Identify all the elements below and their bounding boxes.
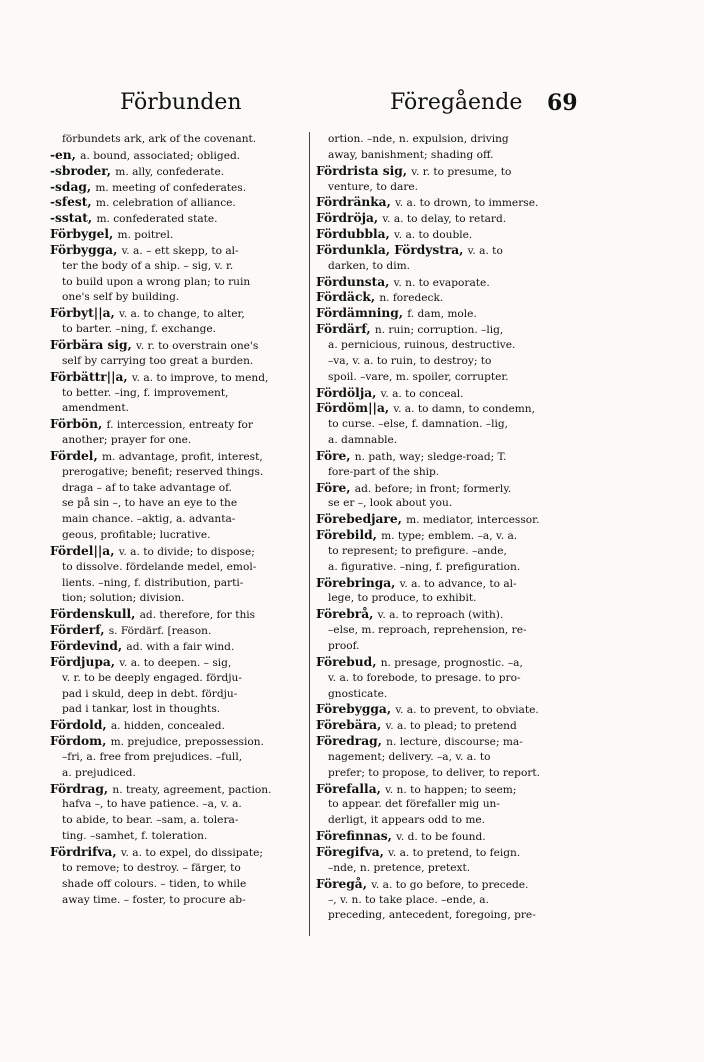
headword: Förebrå, xyxy=(316,607,378,622)
headword: Förbättr||a, xyxy=(50,369,132,384)
definition-text: v. a. to xyxy=(467,244,503,257)
entry-line xyxy=(50,797,310,813)
definition-text: away time. – foster, to procure ab- xyxy=(62,893,246,906)
entry-line xyxy=(316,465,578,481)
running-head-right: Föregående xyxy=(390,90,523,115)
definition-text: m. confederated state. xyxy=(96,213,218,226)
definition-text: a. prejudiced. xyxy=(62,766,136,779)
entry-line xyxy=(50,481,310,497)
headword: Fördrista sig, xyxy=(316,163,412,178)
definition-text: lients. –ning, f. distribution, parti- xyxy=(62,576,244,589)
entry-line xyxy=(50,148,310,164)
entry-line xyxy=(316,401,578,417)
headword: Förbyt||a, xyxy=(50,306,120,321)
headword: Fördäck, xyxy=(316,290,380,305)
definition-text: prerogative; benefit; reserved things. xyxy=(62,465,264,478)
definition-text: geous, profitable; lucrative. xyxy=(62,529,211,542)
definition-text: n. ruin; corruption. –lig, xyxy=(374,324,504,337)
headword: Fördel, xyxy=(50,448,102,463)
definition-text: v. r. to overstrain one's xyxy=(136,339,259,352)
entry-line xyxy=(50,322,310,338)
headword: Föregå, xyxy=(316,876,372,891)
entry-line xyxy=(316,687,578,703)
definition-text: v. a. to delay, to retard. xyxy=(382,213,507,226)
headword: Föredrag, xyxy=(316,734,387,749)
column-divider xyxy=(309,132,310,936)
definition-text: f. intercession, entreaty for xyxy=(106,419,253,432)
entry-line xyxy=(316,386,578,402)
headword: Förebedjare, xyxy=(316,512,407,527)
definition-text: to appear. det förefaller mig un- xyxy=(328,798,500,811)
entry-line xyxy=(316,243,578,259)
headword: Fördel||a, xyxy=(50,543,119,558)
definition-text: a. figurative. –ning, f. prefiguration. xyxy=(328,560,521,573)
definition-text: a. hidden, concealed. xyxy=(110,720,225,733)
entry-line xyxy=(316,829,578,845)
definition-text: n. foredeck. xyxy=(379,292,444,305)
entry-line xyxy=(316,322,578,338)
entry-line xyxy=(50,655,310,671)
definition-text: v. a. to damn, to condemn, xyxy=(393,403,535,416)
entry-line xyxy=(316,718,578,734)
definition-text: v. r. to be deeply engaged. fördju- xyxy=(62,671,242,684)
definition-text: proof. xyxy=(328,640,360,652)
definition-text: v. a. to plead; to pretend xyxy=(385,720,517,733)
headword: Fördröja, xyxy=(316,211,383,226)
headword: Fördom, xyxy=(50,734,111,749)
headword: Fördevind, xyxy=(50,639,127,653)
page-header xyxy=(60,90,580,124)
entry-line xyxy=(316,813,578,829)
definition-text: v. r. to presume, to xyxy=(411,165,512,178)
entry-line xyxy=(50,702,310,718)
entry-line xyxy=(50,829,310,845)
definition-text: to better. –ing, f. improvement, xyxy=(62,386,229,399)
headword: Förbära sig, xyxy=(50,337,137,352)
definition-text: main chance. –aktig, a. advanta- xyxy=(62,513,236,526)
entry-line xyxy=(316,607,578,623)
entry-line xyxy=(50,290,310,306)
entry-line xyxy=(316,845,578,861)
headword: -en, xyxy=(50,147,81,162)
entry-line xyxy=(50,877,310,893)
entry-line xyxy=(50,164,310,180)
definition-text: hafva –, to have patience. –a, v. a. xyxy=(62,798,242,811)
headword: Fördenskull, xyxy=(50,607,140,622)
definition-text: self by carrying too great a burden. xyxy=(62,354,254,367)
definition-text: v. a. to reproach (with). xyxy=(377,609,504,622)
entry-line xyxy=(50,623,310,639)
entry-line xyxy=(316,544,578,560)
definition-text: one's self by building. xyxy=(62,291,180,304)
entry-line xyxy=(316,306,578,322)
definition-text: amendment. xyxy=(62,402,129,415)
entry-line xyxy=(316,734,578,750)
entry-line xyxy=(50,195,310,211)
definition-text: lege, to produce, to exhibit. xyxy=(328,592,477,605)
definition-text: v. a. to conceal. xyxy=(380,387,464,400)
entry-line xyxy=(316,354,578,370)
entry-line xyxy=(50,591,310,607)
headword: Före, xyxy=(316,448,355,463)
entry-line xyxy=(316,702,578,718)
definition-text: v. a. to expel, do dissipate; xyxy=(120,846,263,859)
definition-text: f. dam, mole. xyxy=(407,308,477,321)
entry-line xyxy=(50,433,310,449)
entry-line xyxy=(50,718,310,734)
definition-text: fore-part of the ship. xyxy=(328,465,440,478)
definition-text: n. treaty, agreement, paction. xyxy=(112,783,272,796)
entry-line xyxy=(316,496,578,512)
definition-text: v. a. to prevent, to obviate. xyxy=(395,704,539,717)
entry-line xyxy=(50,813,310,829)
entry-line xyxy=(50,275,310,291)
definition-text: m. celebration of alliance. xyxy=(95,197,236,210)
headword: Förbygel, xyxy=(50,227,118,242)
headword: Fördunsta, xyxy=(316,274,394,289)
headword: -sdag, xyxy=(50,179,96,194)
headword: -sfest, xyxy=(50,195,96,210)
headword: Fördrifva, xyxy=(50,844,121,859)
headword: Fördold, xyxy=(50,718,111,733)
entry-line xyxy=(50,687,310,703)
headword: Fördränka, xyxy=(316,195,396,210)
definition-text: prefer; to propose, to deliver, to report. xyxy=(328,766,541,779)
entry-line xyxy=(50,671,310,687)
headword: Förefalla, xyxy=(316,781,386,796)
headword: Fördubbla, xyxy=(316,227,394,242)
definition-text: a. pernicious, ruinous, destructive. xyxy=(328,338,516,351)
entry-line xyxy=(50,132,310,148)
definition-text: to represent; to prefigure. –ande, xyxy=(328,544,507,557)
definition-text: –va, v. a. to ruin, to destroy; to xyxy=(328,354,492,367)
entry-line xyxy=(50,306,310,322)
definition-text: förbundets ark, ark of the covenant. xyxy=(62,133,257,145)
headword: Fördämning, xyxy=(316,306,408,321)
right-column xyxy=(316,132,578,924)
entry-line xyxy=(316,290,578,306)
definition-text: darken, to dim. xyxy=(328,259,410,272)
headword: Förebringa, xyxy=(316,575,400,590)
definition-text: v. a. to pretend, to feign. xyxy=(388,846,521,859)
entry-line xyxy=(316,132,578,148)
headword: Förebära, xyxy=(316,718,386,733)
definition-text: gnosticate. xyxy=(328,687,388,700)
definition-text: pad i skuld, deep in debt. fördju- xyxy=(62,687,238,700)
entry-line xyxy=(316,259,578,275)
headword: Förebud, xyxy=(316,654,381,669)
entry-line xyxy=(316,766,578,782)
headword: -sstat, xyxy=(50,211,97,226)
entry-line xyxy=(316,623,578,639)
entry-line xyxy=(50,639,310,655)
entry-line xyxy=(50,750,310,766)
definition-text: v. a. to improve, to mend, xyxy=(131,371,269,384)
headword: Förbygga, xyxy=(50,242,122,257)
definition-text: m. type; emblem. –a, v. a. xyxy=(381,530,518,543)
headword: Fördjupa, xyxy=(50,654,120,669)
entry-line xyxy=(316,211,578,227)
entry-line xyxy=(316,750,578,766)
definition-text: m. mediator, intercessor. xyxy=(406,514,540,527)
definition-text: ting. –samhet, f. toleration. xyxy=(62,830,208,843)
definition-text: –else, m. reproach, reprehension, re- xyxy=(328,624,527,637)
definition-text: n. path, way; sledge-road; T. xyxy=(354,450,507,463)
definition-text: ortion. –nde, n. expulsion, driving xyxy=(328,133,509,145)
definition-text: to dissolve. fördelande medel, emol- xyxy=(62,560,257,573)
definition-text: m. advantage, profit, interest, xyxy=(101,450,263,463)
definition-text: a. bound, associated; obliged. xyxy=(80,149,241,162)
entry-line xyxy=(316,481,578,497)
definition-text: m. ally, confederate. xyxy=(115,165,225,178)
entry-line xyxy=(316,275,578,291)
definition-text: ad. with a fair wind. xyxy=(126,641,235,653)
definition-text: v. a. to go before, to precede. xyxy=(371,878,529,891)
headword: -sbroder, xyxy=(50,163,116,178)
entry-line xyxy=(316,370,578,386)
definition-text: –fri, a. free from prejudices. –full, xyxy=(62,750,243,763)
definition-text: v. a. to divide; to dispose; xyxy=(118,545,255,558)
definition-text: v. a. to advance, to al- xyxy=(399,577,517,590)
entry-line xyxy=(50,845,310,861)
definition-text: v. a. to forebode, to presage. to pro- xyxy=(328,671,521,684)
entry-line xyxy=(316,782,578,798)
definition-text: preceding, antecedent, foregoing, pre- xyxy=(328,909,536,922)
definition-text: shade off colours. – tiden, to while xyxy=(62,877,247,890)
headword: Förderf, xyxy=(50,623,109,638)
entry-line xyxy=(316,797,578,813)
definition-text: away, banishment; shading off. xyxy=(328,148,494,161)
page-number: 69 xyxy=(547,90,578,116)
entry-line xyxy=(50,338,310,354)
definition-text: m. poitrel. xyxy=(117,229,174,242)
definition-text: nagement; delivery. –a, v. a. to xyxy=(328,750,491,763)
entry-line xyxy=(50,782,310,798)
definition-text: n. lecture, discourse; ma- xyxy=(386,736,523,749)
definition-text: m. meeting of confederates. xyxy=(95,181,247,194)
entry-line xyxy=(316,512,578,528)
entry-line xyxy=(50,512,310,528)
entry-line xyxy=(50,734,310,750)
definition-text: v. d. to be found. xyxy=(396,831,486,844)
entry-line xyxy=(316,576,578,592)
definition-text: –, v. n. to take place. –ende, a. xyxy=(328,893,489,906)
headword: Före, xyxy=(316,480,355,495)
running-head-left: Förbunden xyxy=(120,90,242,115)
entry-line xyxy=(316,148,578,164)
entry-line xyxy=(50,243,310,259)
definition-text: to remove; to destroy. – färger, to xyxy=(62,861,241,874)
definition-text: ad. therefore, for this xyxy=(139,609,256,622)
definition-text: v. a. to double. xyxy=(393,229,473,242)
entry-line xyxy=(50,893,310,909)
headword: Föregifva, xyxy=(316,844,389,859)
definition-text: v. a. to deepen. – sig, xyxy=(119,656,232,669)
entry-line xyxy=(50,560,310,576)
entry-line xyxy=(316,861,578,877)
entry-line xyxy=(50,401,310,417)
definition-text: m. prejudice, prepossession. xyxy=(110,736,264,749)
definition-text: to build upon a wrong plan; to ruin xyxy=(62,275,251,288)
definition-text: another; prayer for one. xyxy=(62,434,192,447)
entry-line xyxy=(50,417,310,433)
entry-line xyxy=(316,195,578,211)
definition-text: tion; solution; division. xyxy=(62,592,185,605)
entry-line xyxy=(316,338,578,354)
definition-text: ad. before; in front; formerly. xyxy=(354,482,512,495)
entry-line xyxy=(316,591,578,607)
definition-text: se er –, look about you. xyxy=(328,497,453,510)
definition-text: draga – af to take advantage of. xyxy=(62,481,233,494)
definition-text: v. n. to evaporate. xyxy=(393,276,490,289)
headword: Fördrag, xyxy=(50,781,113,796)
entry-line xyxy=(316,417,578,433)
entry-line xyxy=(316,227,578,243)
entry-line xyxy=(316,893,578,909)
entry-line xyxy=(50,386,310,402)
entry-line xyxy=(50,607,310,623)
definition-text: n. presage, prognostic. –a, xyxy=(380,656,523,669)
entry-line xyxy=(316,528,578,544)
definition-text: to abide, to bear. –sam, a. tolera- xyxy=(62,814,239,827)
entry-line xyxy=(50,576,310,592)
entry-line xyxy=(50,354,310,370)
entry-line xyxy=(316,560,578,576)
definition-text: spoil. –vare, m. spoiler, corrupter. xyxy=(328,370,509,383)
headword: Fördölja, xyxy=(316,385,381,400)
definition-text: derligt, it appears odd to me. xyxy=(328,814,486,827)
definition-text: to curse. –else, f. damnation. –lig, xyxy=(328,418,509,431)
entry-line xyxy=(316,671,578,687)
definition-text: se på sin –, to have an eye to the xyxy=(62,497,238,510)
headword: Fördunkla, Fördystra, xyxy=(316,242,468,257)
entry-line xyxy=(50,861,310,877)
definition-text: pad i tankar, lost in thoughts. xyxy=(62,703,221,716)
entry-line xyxy=(316,433,578,449)
entry-line xyxy=(50,227,310,243)
headword: Fördärf, xyxy=(316,322,375,337)
entry-line xyxy=(316,180,578,196)
definition-text: s. Fördärf. [reason. xyxy=(108,625,212,638)
definition-text: to barter. –ning, f. exchange. xyxy=(62,323,217,336)
definition-text: v. n. to happen; to seem; xyxy=(385,783,517,796)
entry-line xyxy=(316,655,578,671)
entry-line xyxy=(50,180,310,196)
entry-line xyxy=(50,259,310,275)
entry-line xyxy=(50,465,310,481)
headword: Förbön, xyxy=(50,417,107,432)
definition-text: –nde, n. pretence, pretext. xyxy=(328,861,471,874)
definition-text: v. a. – ett skepp, to al- xyxy=(121,244,239,257)
entry-line xyxy=(316,877,578,893)
headword: Förefinnas, xyxy=(316,829,397,844)
entry-line xyxy=(316,164,578,180)
entry-line xyxy=(50,370,310,386)
left-column xyxy=(50,132,310,908)
definition-text: v. a. to drown, to immerse. xyxy=(395,197,539,210)
entry-line xyxy=(50,544,310,560)
headword: Förebygga, xyxy=(316,702,396,717)
definition-text: venture, to dare. xyxy=(328,180,419,193)
entry-line xyxy=(50,496,310,512)
entry-line xyxy=(316,908,578,924)
entry-line xyxy=(50,528,310,544)
entry-line xyxy=(50,211,310,227)
definition-text: a. damnable. xyxy=(328,434,398,447)
entry-line xyxy=(316,639,578,655)
definition-text: ter the body of a ship. – sig, v. r. xyxy=(62,259,234,272)
definition-text: v. a. to change, to alter, xyxy=(119,308,245,321)
entry-line xyxy=(316,449,578,465)
entry-line xyxy=(50,766,310,782)
headword: Fördöm||a, xyxy=(316,401,394,416)
headword: Förebild, xyxy=(316,528,382,543)
entry-line xyxy=(50,449,310,465)
